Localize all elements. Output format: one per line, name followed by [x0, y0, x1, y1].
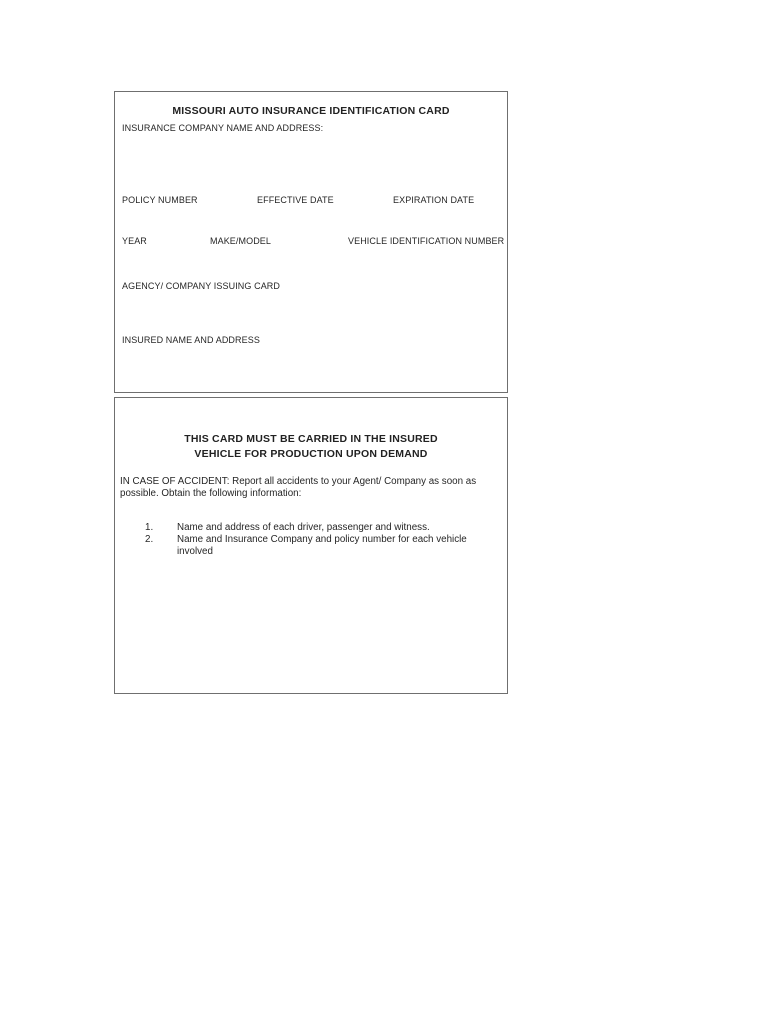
card-front-title: MISSOURI AUTO INSURANCE IDENTIFICATION CARD	[172, 105, 450, 118]
list-item-text-line: Name and Insurance Company and policy number for each vehicle	[177, 534, 467, 545]
list-item-text	[177, 534, 507, 558]
list-item-text-line: involved	[177, 546, 213, 557]
insurance-card-front	[114, 91, 508, 393]
make-model-label: MAKE/MODEL	[210, 236, 272, 246]
accident-instructions-line-2: possible. Obtain the following information:	[120, 488, 302, 499]
list-item-text-line: Name and address of each driver, passenger and witness.	[177, 522, 430, 533]
accident-instructions-line-1: IN CASE OF ACCIDENT: Report all accidents to your Agent/ Company as soon as	[120, 476, 477, 487]
card-back-title-line-2: VEHICLE FOR PRODUCTION UPON DEMAND	[194, 447, 428, 460]
card-back-title-line-1: THIS CARD MUST BE CARRIED IN THE INSURED	[184, 432, 438, 445]
policy-number-label: POLICY NUMBER	[122, 195, 198, 205]
list-item-text	[177, 522, 507, 534]
list-item-number: 2.	[145, 534, 154, 545]
accident-instructions	[120, 476, 476, 500]
list-item-number: 1.	[145, 522, 154, 533]
vin-label: VEHICLE IDENTIFICATION NUMBER	[348, 236, 505, 246]
expiration-date-label: EXPIRATION DATE	[393, 195, 475, 205]
accident-info-list	[115, 522, 507, 558]
year-label: YEAR	[122, 236, 147, 246]
list-item	[115, 534, 507, 558]
card-back-title	[115, 432, 507, 462]
effective-date-label: EFFECTIVE DATE	[257, 195, 334, 205]
list-item	[115, 522, 507, 534]
insured-name-label: INSURED NAME AND ADDRESS	[122, 335, 260, 345]
agency-issuing-label: AGENCY/ COMPANY ISSUING CARD	[122, 281, 280, 291]
insurance-company-label: INSURANCE COMPANY NAME AND ADDRESS:	[122, 123, 324, 133]
insurance-card-back	[114, 397, 508, 694]
